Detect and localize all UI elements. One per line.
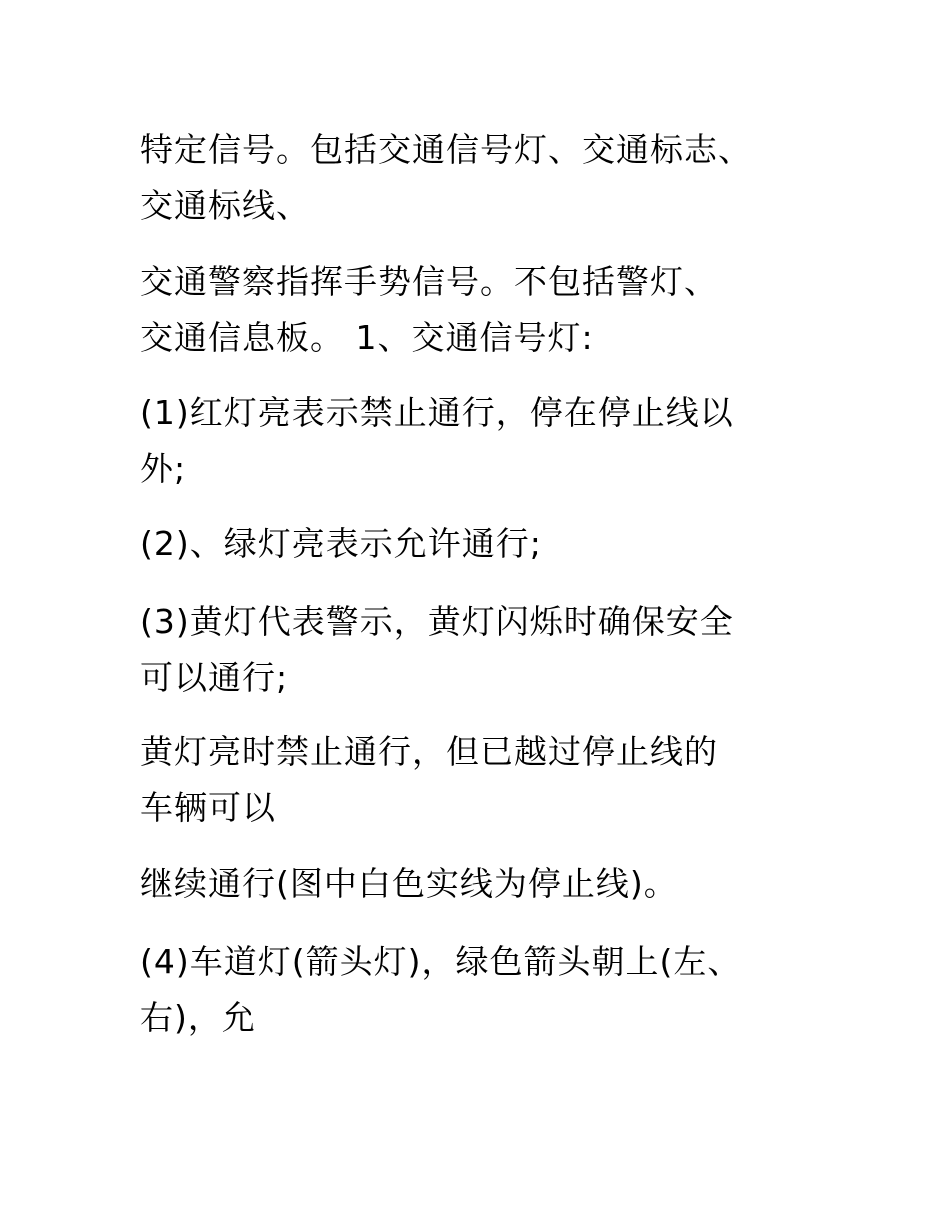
paragraph-lane-light (140, 934, 820, 1046)
paragraph-signal-exclusions (140, 254, 820, 366)
paragraph-continue-passing (140, 856, 820, 912)
text-line: (4)车道灯(箭头灯)，绿色箭头朝上(左、 (140, 942, 742, 981)
text-line: 交通警察指挥手势信号。不包括警灯、 (140, 262, 718, 301)
paragraph-yellow-light (140, 594, 820, 706)
text-line: (2)、绿灯亮表示允许通行; (140, 524, 542, 563)
text-line: 黄灯亮时禁止通行，但已越过停止线的 (140, 732, 718, 771)
paragraph-red-light (140, 385, 820, 497)
text-line: 交通标线、 (140, 186, 310, 225)
text-line: (1)红灯亮表示禁止通行，停在停止线以 (140, 393, 734, 432)
paragraph-yellow-light-steady (140, 724, 820, 836)
paragraph-green-light (140, 516, 820, 572)
paragraph-signal-definition (140, 122, 820, 234)
text-line: 右)，允 (140, 998, 256, 1037)
text-line: 继续通行(图中白色实线为停止线)。 (140, 864, 678, 903)
text-line: 车辆可以 (140, 788, 276, 827)
text-line: 外; (140, 449, 187, 488)
text-line: 特定信号。包括交通信号灯、交通标志、 (140, 130, 752, 169)
text-line: (3)黄灯代表警示，黄灯闪烁时确保安全 (140, 602, 734, 641)
text-line: 交通信息板。 1、交通信号灯: (140, 318, 594, 357)
text-line: 可以通行; (140, 658, 289, 697)
